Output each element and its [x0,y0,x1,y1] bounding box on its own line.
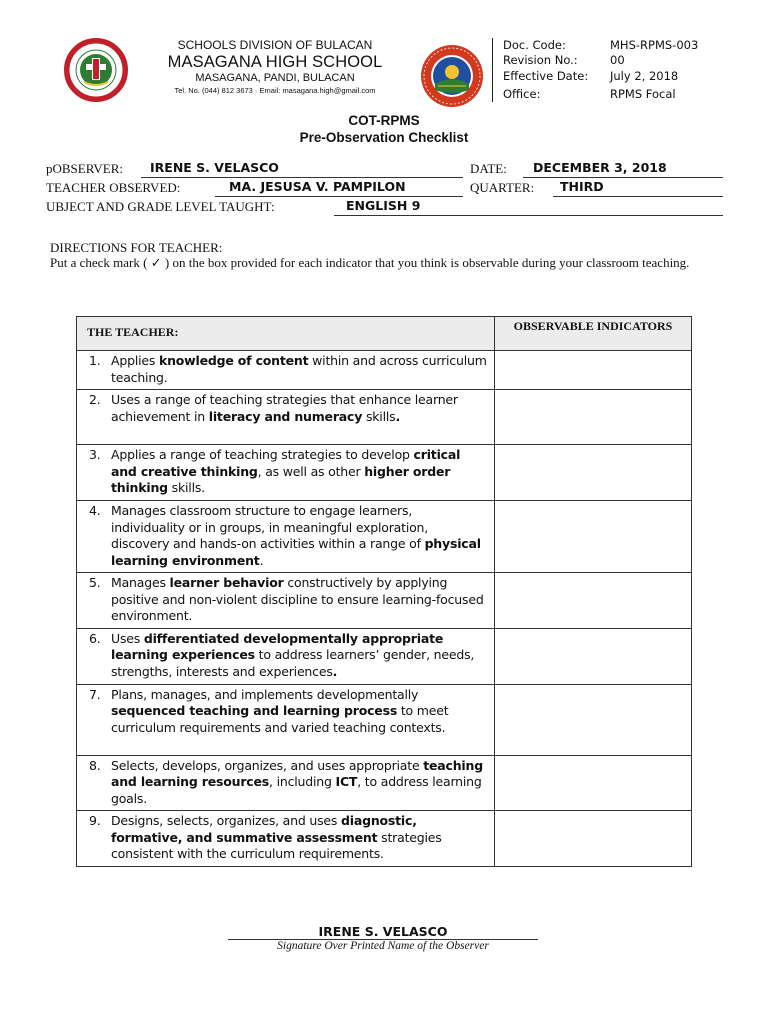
indicator-text [111,575,488,625]
indicator-item [87,687,488,737]
indicator-number: 7. [89,686,101,702]
directions-heading: DIRECTIONS FOR TEACHER: [50,240,223,255]
indicator-text-bold: sequenced teaching and learning process [111,703,398,718]
indicator-text-part: to address learners’ gender, needs, strengths, interests and experiences [111,647,475,679]
school-logo [64,38,128,102]
directions-text-before: Put a check mark ( [50,255,148,270]
indicator-cell [77,684,495,755]
indicator-item [87,631,488,681]
observable-checkbox-cell[interactable] [495,628,692,684]
school-name: MASAGANA HIGH SCHOOL [167,53,383,71]
quarter-value: THIRD [560,179,604,194]
indicator-text-bold: . [332,663,338,679]
effective-date-value: July 2, 2018 [610,69,679,83]
observable-checkbox-cell[interactable] [495,390,692,445]
table-row [77,351,692,390]
table-row [77,445,692,501]
indicator-text-part: to meet curriculum requirements and varied teaching contexts. [111,703,449,735]
table-row [77,684,692,755]
table-row [77,811,692,867]
office-label: Office: [503,87,541,101]
signature-caption: Signature Over Printed Name of the Observer [277,940,489,952]
indicator-text-bold: . [395,408,401,424]
directions-text-after: ) on the box provided for each indicator that you think is observable during your classroom teaching. [164,255,690,270]
signature-name: IRENE S. VELASCO [318,924,448,939]
indicator-text-part: , including [269,774,336,789]
indicator-text-part: within and across curriculum teaching. [111,353,487,385]
indicator-text-part: strategies consistent with the curriculum requirements. [111,829,442,861]
observable-checkbox-cell[interactable] [495,445,692,501]
indicator-text [111,758,488,808]
observable-checkbox-cell[interactable] [495,573,692,629]
page-subtitle: Pre-Observation Checklist [299,130,469,145]
check-mark-icon: ✓ [150,255,162,270]
indicator-number: 9. [89,813,101,828]
indicator-cell [77,390,495,445]
table-row [77,390,692,445]
document-control-box [492,38,714,102]
revision-value: 00 [610,53,625,67]
indicator-text-part: Uses [111,630,144,646]
indicator-text [111,447,488,497]
office-row [503,87,676,101]
effective-date-label: Effective Date: [503,69,589,83]
indicator-text-part: Applies a range of teaching strategies to develop [111,447,414,462]
indicator-text-part: Selects, develops, organizes, and uses appropriate [111,757,424,773]
school-address: MASAGANA, PANDI, BULACAN [195,72,355,84]
indicator-number: 4. [89,503,101,518]
indicator-item [87,813,488,863]
indicator-text-bold: ICT [335,774,358,789]
observable-checkbox-cell[interactable] [495,684,692,755]
indicator-cell [77,811,495,867]
division-seal [420,44,484,108]
indicator-cell [77,501,495,573]
indicator-text-part: skills. [167,480,205,495]
revision-row [503,53,625,67]
date-label: DATE: [470,161,507,176]
indicator-text-part: , as well as other [257,463,365,479]
observable-column-header: OBSERVABLE INDICATORS [495,317,692,351]
indicator-text-part: Manages classroom structure to engage learners, individuality or in groups, in meaningful exploration, discovery and hands-on activities within a range of [111,503,429,551]
indicator-item [87,575,488,625]
indicator-item [87,503,488,569]
observer-label: pOBSERVER: [46,161,123,176]
indicator-number: 1. [89,353,101,368]
page-title: COT-RPMS [348,113,420,128]
observable-checkbox-cell[interactable] [495,501,692,573]
indicator-text-bold: higher order thinking [111,463,451,495]
directions [50,240,690,270]
revision-label: Revision No.: [503,53,578,67]
date-value: DECEMBER 3, 2018 [533,160,667,175]
indicator-text-bold: literacy and numeracy [208,408,363,424]
indicator-text-part: , to address learning goals. [111,774,482,806]
doc-code-row [503,38,698,52]
subject-value: ENGLISH 9 [346,198,421,213]
teacher-column-header: THE TEACHER: [77,317,495,351]
division-name: SCHOOLS DIVISION OF BULACAN [177,38,373,52]
indicator-cell [77,755,495,811]
indicator-text-part: . [259,552,264,568]
doc-code-value: MHS-RPMS-003 [610,38,699,52]
indicator-text [111,392,488,425]
indicator-item [87,353,488,386]
school-contact: Tel. No. (044) 812 3673 · Email: masagana.high@gmail.com [174,86,376,95]
indicator-number: 8. [89,757,101,773]
observable-checkbox-cell[interactable] [495,755,692,811]
teacher-value: MA. JESUSA V. PAMPILON [229,179,406,194]
directions-text [50,255,690,270]
effective-date-row [503,69,678,83]
indicator-text-bold: diagnostic, formative, and summative assessment [111,813,417,845]
indicator-text-bold: critical and creative thinking [111,447,461,479]
indicator-cell [77,445,495,501]
indicator-text [111,353,488,386]
indicator-number: 3. [89,447,101,462]
table-row [77,628,692,684]
table-row [77,573,692,629]
indicator-text [111,631,488,681]
indicator-number: 2. [89,392,101,407]
indicator-text-part: Uses a range of teaching strategies that enhance learner achievement in [111,392,458,424]
indicator-text-part: Manages [111,575,170,590]
subject-label: UBJECT AND GRADE LEVEL TAUGHT: [46,199,275,214]
indicator-text-bold: learner behavior [169,575,284,590]
table-row [77,755,692,811]
observer-value: IRENE S. VELASCO [150,160,279,175]
table-header-row [77,317,692,351]
indicator-text [111,687,488,737]
indicator-text-part: skills [362,408,396,424]
doc-code-label: Doc. Code: [503,38,566,52]
indicator-text-bold: physical learning environment [111,536,481,568]
indicator-text-part: Applies [111,353,159,368]
indicator-cell [77,573,495,629]
table-row [77,501,692,573]
indicator-item [87,447,488,497]
observable-checkbox-cell[interactable] [495,811,692,867]
office-value: RPMS Focal [610,87,676,101]
indicator-table [76,316,692,867]
indicator-text-bold: knowledge of content [158,353,309,368]
indicator-number: 5. [89,575,101,590]
indicator-text-part: Plans, manages, and implements developmentally [111,686,419,702]
quarter-label: QUARTER: [470,180,535,195]
indicator-text-bold: teaching and learning resources [111,757,483,789]
indicator-item [87,758,488,808]
indicator-text-part: constructively by applying positive and non-violent discipline to ensure learning-focused environment. [111,575,484,623]
indicator-text-part: Designs, selects, organizes, and uses [111,813,341,828]
indicator-text-bold: differentiated developmentally appropriate learning experiences [111,630,444,662]
indicator-number: 6. [89,630,101,646]
observable-checkbox-cell[interactable] [495,351,692,390]
indicator-cell [77,628,495,684]
indicator-text [111,813,488,863]
indicator-text [111,503,488,569]
teacher-label: TEACHER OBSERVED: [46,180,181,195]
indicator-cell [77,351,495,390]
indicator-item [87,392,488,425]
